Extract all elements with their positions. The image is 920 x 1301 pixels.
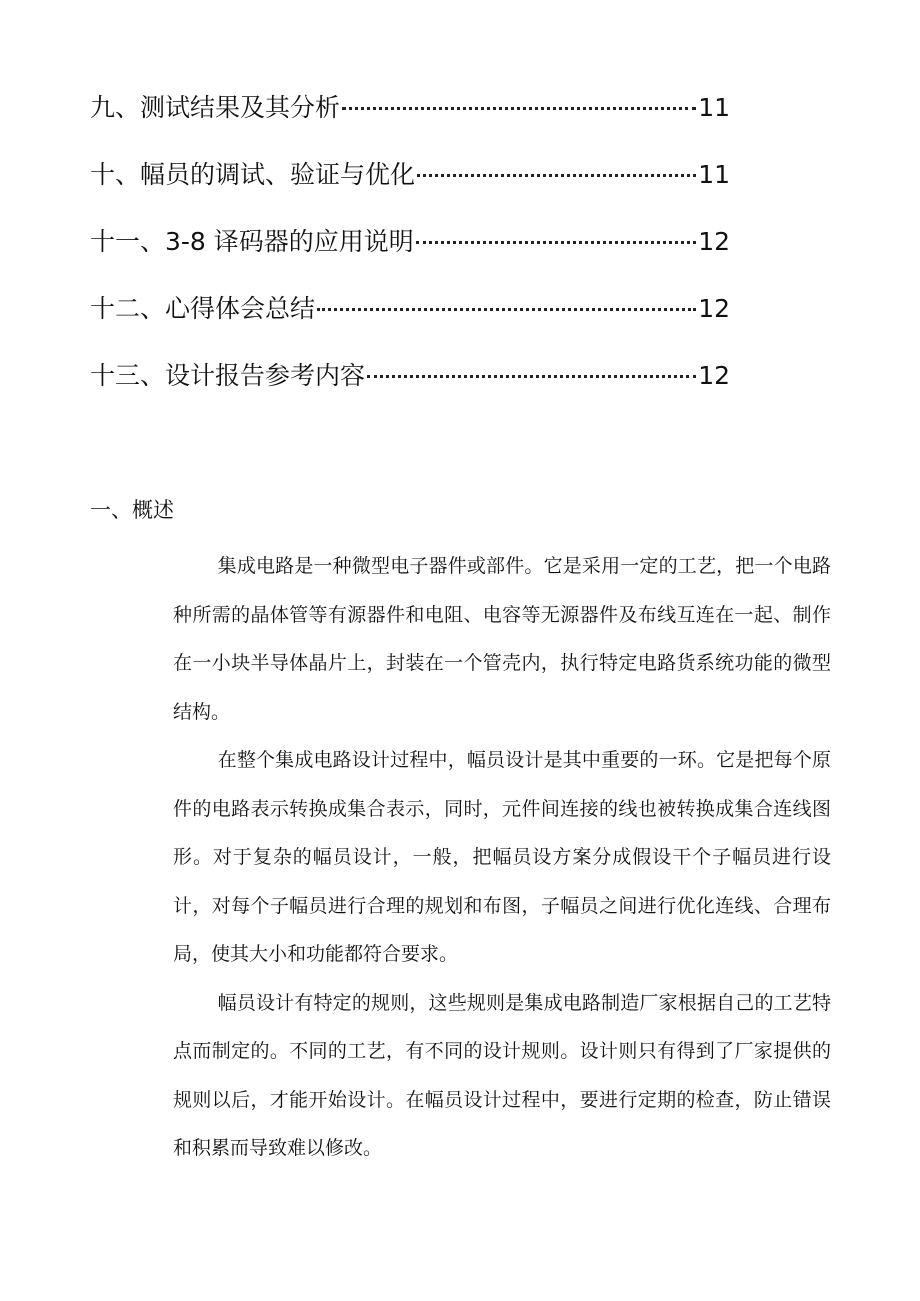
toc-entry-page: 12 <box>698 361 730 390</box>
toc-dot-leader <box>367 375 696 378</box>
toc-dot-leader <box>417 174 696 177</box>
toc-entry-page: 12 <box>698 294 730 323</box>
toc-entry-title: 十一、3-8 译码器的应用说明 <box>90 227 414 256</box>
toc-entry-title: 九、测试结果及其分析 <box>90 93 341 122</box>
toc-entry-page: 12 <box>698 227 730 256</box>
toc-entry-title: 十三、设计报告参考内容 <box>90 361 366 390</box>
toc-entry[interactable] <box>90 356 730 423</box>
section-body <box>173 542 831 1173</box>
body-paragraph: 幅员设计有特定的规则，这些规则是集成电路制造厂家根据自己的工艺特点而制定的。不同的工艺，有不同的设计规则。设计则只有得到了厂家提供的规则以后，才能开始设计。在幅员设计过程中，要进行定期的检查，防止错误和积累而导致难以修改。 <box>173 991 831 1159</box>
toc-entry-page: 11 <box>698 160 730 189</box>
table-of-contents <box>90 88 730 423</box>
toc-entry-title: 十二、心得体会总结 <box>90 294 316 323</box>
toc-entry[interactable] <box>90 88 730 155</box>
section-heading: 一、概述 <box>90 498 174 522</box>
toc-entry[interactable] <box>90 155 730 222</box>
toc-dot-leader <box>342 107 696 110</box>
toc-dot-leader <box>416 241 696 244</box>
toc-entry-title: 十、幅员的调试、验证与优化 <box>90 160 416 189</box>
toc-entry[interactable] <box>90 222 730 289</box>
body-paragraph: 在整个集成电路设计过程中，幅员设计是其中重要的一环。它是把每个原件的电路表示转换成集合表示，同时，元件间连接的线也被转换成集合连线图形。对于复杂的幅员设计，一般，把幅员设方案分成假设干个子幅员进行设计，对每个子幅员进行合理的规划和布图，子幅员之间进行优化连线、合理布局，使其大小和功能都符合要求。 <box>173 749 831 965</box>
toc-entry-page: 11 <box>698 93 730 122</box>
body-paragraph: 集成电路是一种微型电子器件或部件。它是采用一定的工艺，把一个电路种所需的晶体管等有源器件和电阻、电容等无源器件及布线互连在一起、制作在一小块半导体晶片上，封装在一个管壳内，执行特定电路货系统功能的微型结构。 <box>173 555 831 723</box>
toc-dot-leader <box>317 308 696 311</box>
toc-entry[interactable] <box>90 289 730 356</box>
